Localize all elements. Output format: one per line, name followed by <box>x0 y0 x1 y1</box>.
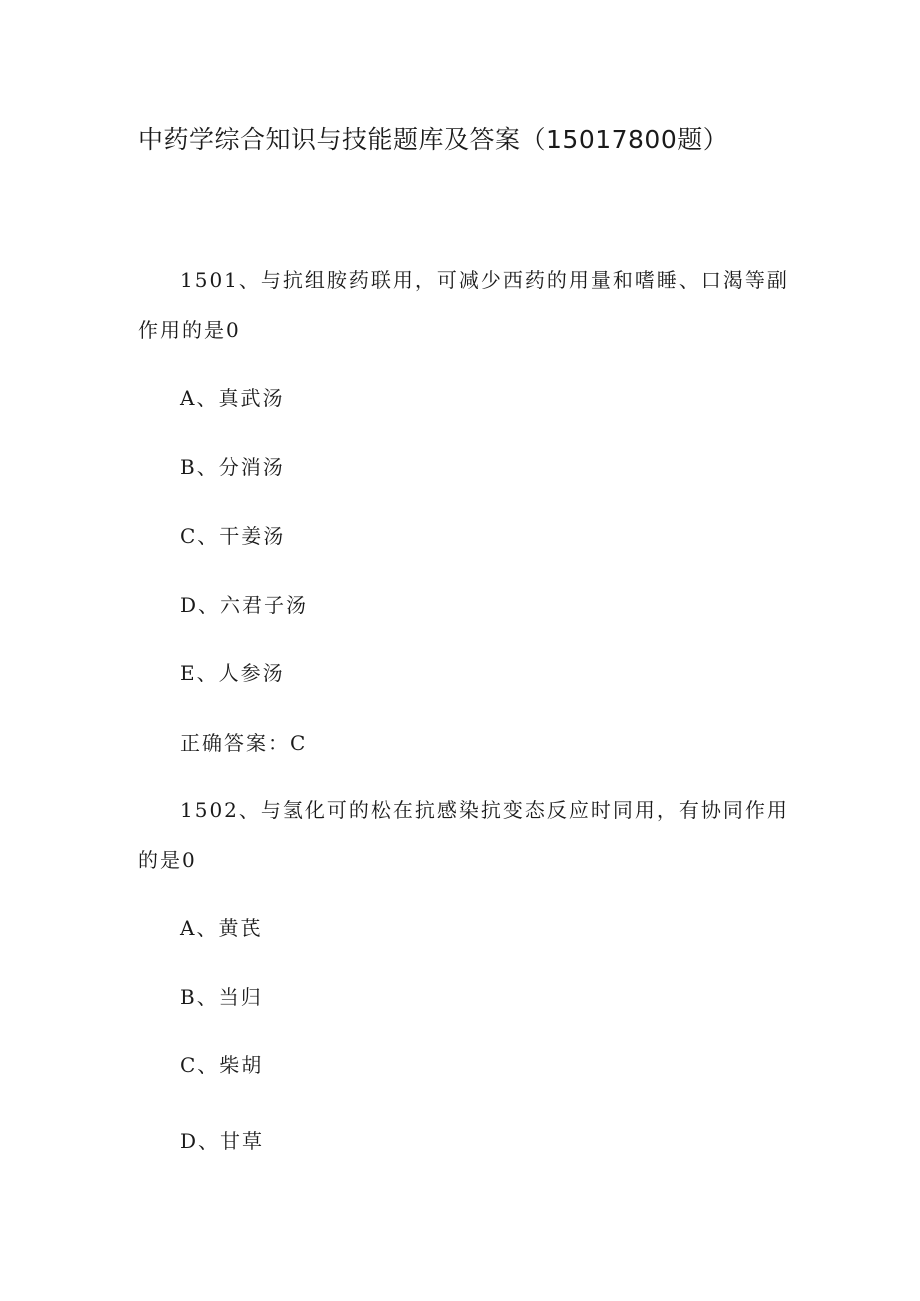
page-title: 中药学综合知识与技能题库及答案（15017800题） <box>138 125 729 154</box>
option-d: D、六君子汤 <box>180 593 309 617</box>
option-a: A、黄芪 <box>180 916 263 940</box>
question-stem-continued: 的是0 <box>138 848 197 872</box>
question-stem-continued: 作用的是0 <box>138 318 241 342</box>
option-c: C、柴胡 <box>180 1053 264 1077</box>
question-stem: 1501、与抗组胺药联用，可减少西药的用量和嗜睡、口渴等副 <box>180 268 789 292</box>
question-stem: 1502、与氢化可的松在抗感染抗变态反应时同用，有协同作用 <box>180 798 789 822</box>
option-d: D、甘草 <box>180 1129 265 1153</box>
option-b: B、分消汤 <box>180 455 285 479</box>
option-e: E、人参汤 <box>180 661 285 685</box>
option-a: A、真武汤 <box>180 386 285 410</box>
option-b: B、当归 <box>180 985 263 1009</box>
option-c: C、干姜汤 <box>180 524 286 548</box>
correct-answer: 正确答案：C <box>180 731 308 755</box>
